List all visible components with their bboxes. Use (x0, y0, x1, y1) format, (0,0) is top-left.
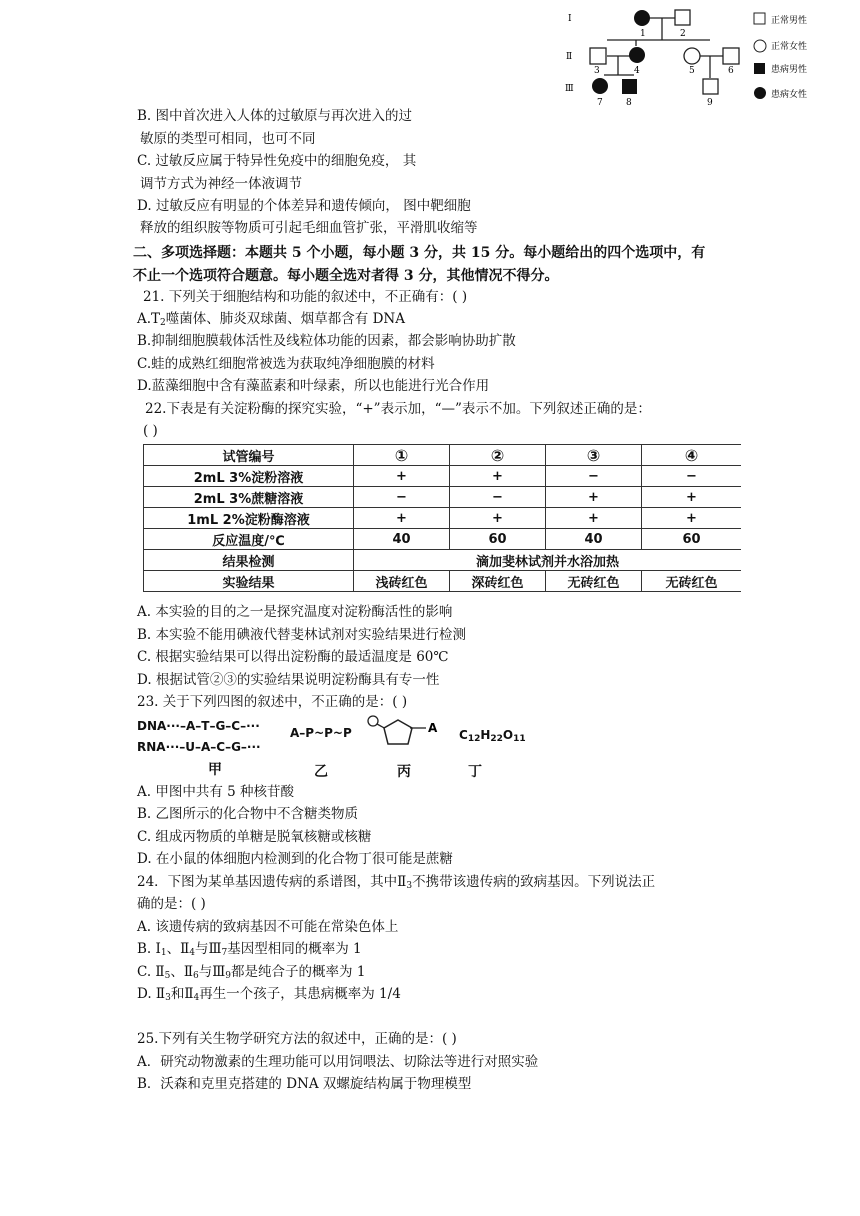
q22-paren: ( ) (143, 423, 158, 439)
table-cell: 1mL 2%淀粉酶溶液 (144, 508, 354, 529)
pedigree-male-normal (675, 10, 690, 25)
pedigree-number: 1 (640, 29, 646, 39)
table-cell: + (546, 487, 642, 508)
q21-option-c: C.蛙的成熟红细胞常被选为获取纯净细胞膜的材料 (137, 356, 435, 372)
legend-label: 正常男性 (771, 16, 808, 26)
table-cell: + (354, 466, 450, 487)
q24-option-b: B. $Ⅰ_1$、$Ⅱ_4$与$Ⅲ_7$基因型相同的概率为 1 (137, 941, 362, 958)
table-cell: 40 (546, 529, 642, 550)
table-cell: 反应温度/℃ (144, 529, 354, 550)
pedigree-number: 8 (626, 98, 632, 108)
table-row (144, 508, 742, 529)
table-cell: 浅砖红色 (354, 571, 450, 592)
q23-caption-ding: 丁 (468, 764, 482, 780)
table-row (144, 550, 742, 571)
pedigree-diagram (560, 0, 850, 112)
q24-option-a: A. 该遗传病的致病基因不可能在常染色体上 (137, 919, 399, 935)
table-row (144, 529, 742, 550)
q23-stem: 23. 关于下列四图的叙述中，不正确的是：( ) (137, 694, 408, 710)
table-cell: − (354, 487, 450, 508)
pedigree-gen-label: Ⅲ (565, 84, 574, 94)
pedigree-female-affected (592, 78, 608, 94)
table-cell: + (450, 466, 546, 487)
q23-dna-strand: DNA···–A–T–G–C–··· (137, 719, 260, 733)
q23-caption-bing: 丙 (397, 764, 411, 780)
table-cell: ④ (642, 445, 742, 466)
q23-option-b: B. 乙图所示的化合物中不含糖类物质 (137, 806, 359, 822)
q21-option-d: D.蓝藻细胞中含有藻蓝素和叶绿素，所以也能进行光合作用 (137, 378, 490, 394)
q21-option-a: $A.T_2$噬菌体、肺炎双球菌、烟草都含有 DNA (137, 311, 405, 328)
pedigree-female-affected (634, 10, 650, 26)
q24-option-d: D. $Ⅱ_3$和$Ⅱ_4$再生一个孩子，其患病概率为 1/4 (137, 986, 401, 1003)
pedigree-male-affected (622, 79, 637, 94)
table-cell: 实验结果 (144, 571, 354, 592)
pentose-ring-icon (384, 720, 412, 744)
q24-stem-line1: 24．下图为某单基因遗传病的系谱图，其中$Ⅱ_3$不携带该遗传病的致病基因。下列说法正 (137, 874, 656, 891)
pedigree-male-normal (723, 48, 739, 64)
table-cell: 滴加斐林试剂并水浴加热 (354, 550, 742, 571)
table-cell: 60 (642, 529, 742, 550)
q22-experiment-table-wrapper (143, 444, 741, 600)
table-cell: 无砖红色 (546, 571, 642, 592)
pedigree-number: 2 (680, 29, 686, 39)
q25-option-a: A．研究动物激素的生理功能可以用饲喂法、切除法等进行对照实验 (137, 1054, 539, 1070)
q20-option-b-line1: B. 图中首次进入人体的过敏原与再次进入的过 (137, 108, 413, 124)
table-cell: − (450, 487, 546, 508)
q22-option-b: B. 本实验不能用碘液代替斐林试剂对实验结果进行检测 (137, 627, 467, 643)
q23-sucrose-formula: $C_{12}H_{22}O_{11}$ (459, 728, 526, 744)
table-cell: 60 (450, 529, 546, 550)
table-cell: − (642, 466, 742, 487)
table-header-row (144, 445, 742, 466)
table-cell: − (546, 466, 642, 487)
q24-option-c: C. $Ⅱ_5$、$Ⅱ_6$与$Ⅲ_9$都是纯合子的概率为 1 (137, 964, 366, 981)
table-cell: 试管编号 (144, 445, 354, 466)
q20-option-d-line1: D. 过敏反应有明显的个体差异和遗传倾向， 图中靶细胞 (137, 198, 471, 214)
q23-caption-jia: 甲 (208, 762, 222, 778)
table-cell: + (546, 508, 642, 529)
table-cell: ③ (546, 445, 642, 466)
section2-heading-line1: 二、多项选择题：本题共 5 个小题，每小题 3 分，共 15 分。每小题给出的四个选项中，有 (133, 245, 706, 261)
q20-option-d-line2: 释放的组织胺等物质可引起毛细血管扩张，平滑肌收缩等 (140, 220, 478, 236)
table-cell: + (642, 487, 742, 508)
pedigree-number: 5 (689, 66, 695, 76)
q23-option-d: D. 在小鼠的体细胞内检测到的化合物丁很可能是蔗糖 (137, 851, 453, 867)
q20-option-b-line2: 敏原的类型可相同，也可不同 (140, 131, 316, 147)
table-cell: 40 (354, 529, 450, 550)
q25-stem: 25.下列有关生物学研究方法的叙述中，正确的是：( ) (137, 1031, 457, 1047)
table-cell: 2mL 3%蔗糖溶液 (144, 487, 354, 508)
section2-heading-line2: 不止一个选项符合题意。每小题全选对者得 3 分，其他情况不得分。 (133, 268, 559, 284)
pedigree-gen-label: Ⅱ (566, 52, 573, 62)
pedigree-number: 3 (594, 66, 600, 76)
q23-atp-formula: A–P~P~P (290, 726, 352, 740)
table-cell: ② (450, 445, 546, 466)
legend-label: 正常女性 (771, 42, 808, 52)
q25-option-b: B．沃森和克里克搭建的 DNA 双螺旋结构属于物理模型 (137, 1076, 472, 1092)
q23-caption-yi: 乙 (314, 764, 328, 780)
pedigree-male-normal (590, 48, 606, 64)
q23-option-c: C. 组成丙物质的单糖是脱氧核糖或核糖 (137, 829, 372, 845)
table-row (144, 466, 742, 487)
table-cell: + (642, 508, 742, 529)
q21-option-b: B.抑制细胞膜载体活性及线粒体功能的因素，都会影响协助扩散 (137, 333, 516, 349)
legend-female-normal-icon (754, 40, 766, 52)
q22-stem: 22.下表是有关淀粉酶的探究实验，“+”表示加，“—”表示不加。下列叙述正确的是： (145, 401, 651, 417)
table-cell: 深砖红色 (450, 571, 546, 592)
q22-experiment-table (143, 444, 741, 592)
q23-option-a: A. 甲图中共有 5 种核苷酸 (137, 784, 295, 800)
q22-option-c: C. 根据实验结果可以得出淀粉酶的最适温度是 60℃ (137, 649, 449, 665)
q21-stem: 21. 下列关于细胞结构和功能的叙述中，不正确有：( ) (143, 289, 468, 305)
legend-female-affected-icon (754, 87, 766, 99)
table-cell: 无砖红色 (642, 571, 742, 592)
legend-male-affected-icon (754, 63, 765, 74)
table-cell: ① (354, 445, 450, 466)
table-cell: 2mL 3%淀粉溶液 (144, 466, 354, 487)
table-cell: + (450, 508, 546, 529)
q23-rna-strand: RNA···–U–A–C–G–··· (137, 740, 261, 754)
table-cell: + (354, 508, 450, 529)
legend-label: 患病男性 (771, 65, 808, 75)
q22-option-a: A. 本实验的目的之一是探究温度对淀粉酶活性的影响 (137, 604, 453, 620)
pedigree-female-normal (684, 48, 700, 64)
q22-option-d: D. 根据试管②③的实验结果说明淀粉酶具有专一性 (137, 672, 440, 688)
q23-nucleotide-ring-diagram (366, 712, 446, 752)
table-row (144, 571, 742, 592)
pedigree-number: 6 (728, 66, 734, 76)
pedigree-number: 7 (597, 98, 603, 108)
q20-option-c-line2: 调节方式为神经一体液调节 (140, 176, 302, 192)
table-row (144, 487, 742, 508)
q20-option-c-line1: C. 过敏反应属于特异性免疫中的细胞免疫， 其 (137, 153, 417, 169)
table-cell: 结果检测 (144, 550, 354, 571)
pedigree-gen-label: Ⅰ (568, 14, 572, 24)
legend-label: 患病女性 (771, 90, 808, 100)
q24-stem-line2: 确的是：( ) (137, 896, 206, 912)
pedigree-female-affected (629, 47, 645, 63)
pedigree-number: 4 (634, 66, 640, 76)
pedigree-male-normal (703, 79, 718, 94)
phosphate-circle-icon (368, 716, 378, 726)
q23-ring-base-label: A (428, 721, 438, 735)
legend-male-normal-icon (754, 13, 765, 24)
pedigree-number: 9 (707, 98, 713, 108)
